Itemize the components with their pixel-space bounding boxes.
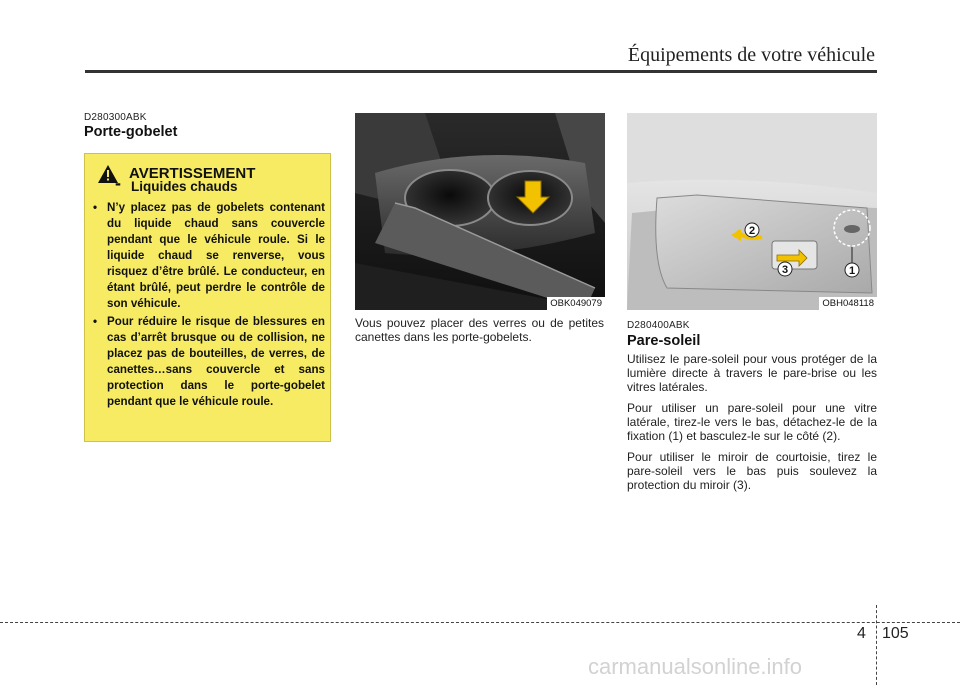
callout-2: 2 <box>748 225 756 237</box>
paragraph: Pour utiliser un pare-soleil pour une vitre latérale, tirez-le vers le bas, détachez-le de la fixation (1) et basculez-le sur le côté (2). <box>627 401 877 443</box>
warning-subtitle-row <box>115 173 238 194</box>
sunvisor-illustration <box>627 113 877 310</box>
cupholder-text: Vous pouvez placer des verres ou de petites canettes dans les porte-gobelets. <box>355 316 604 344</box>
chapter-number: 4 <box>857 625 866 642</box>
page-number: 105 <box>882 625 909 642</box>
section-code: D280300ABK <box>84 112 147 123</box>
paragraph: Pour utiliser le miroir de courtoisie, tirez le pare-soleil vers le bas puis soulevez la protection du miroir (3). <box>627 450 877 492</box>
paragraph: Utilisez le pare-soleil pour vous protéger de la lumière directe à travers le pare-brise ou les vitres latérales. <box>627 352 877 394</box>
section-title: Pare-soleil <box>627 333 701 349</box>
header-rule <box>85 70 877 73</box>
header-title: Équipements de votre véhicule <box>627 44 875 66</box>
warning-item: • Pour réduire le risque de blessures en cas d’arrêt brusque ou de collision, ne placez pas de bouteilles, de verres, de canettes…sans couvercle et sans protection dans le porte-gobelet pendant que le véhicule roule. <box>93 314 325 410</box>
sunvisor-text <box>627 352 877 499</box>
cupholder-illustration <box>355 113 605 310</box>
watermark: carmanualsonline.info <box>588 654 803 679</box>
section-title: Porte-gobelet <box>84 124 178 140</box>
section-code: D280400ABK <box>627 320 690 331</box>
sunvisor-photo <box>627 113 877 310</box>
warning-dash: - <box>115 173 121 193</box>
warning-box <box>84 153 331 442</box>
warning-item: • N’y placez pas de gobelets contenant du liquide chaud sans couvercle pendant que le véhicule roule. Si le liquide chaud se renverse, vous risquez d’être brûlé. Le conducteur, en étant brûlé, peut perdre le contrôle de son véhicule. <box>93 200 325 312</box>
warning-subtitle: Liquides chauds <box>131 179 238 194</box>
photo-reference-label: OBH048118 <box>819 297 877 310</box>
footer-rule <box>0 622 960 623</box>
callout-1: 1 <box>848 265 856 277</box>
warning-title: AVERTISSEMENT <box>129 165 256 182</box>
cupholder-photo <box>355 113 605 310</box>
photo-reference-label: OBK049079 <box>547 297 605 310</box>
footer-vertical-rule <box>876 605 877 685</box>
warning-list <box>93 200 325 412</box>
callout-3: 3 <box>781 264 789 276</box>
